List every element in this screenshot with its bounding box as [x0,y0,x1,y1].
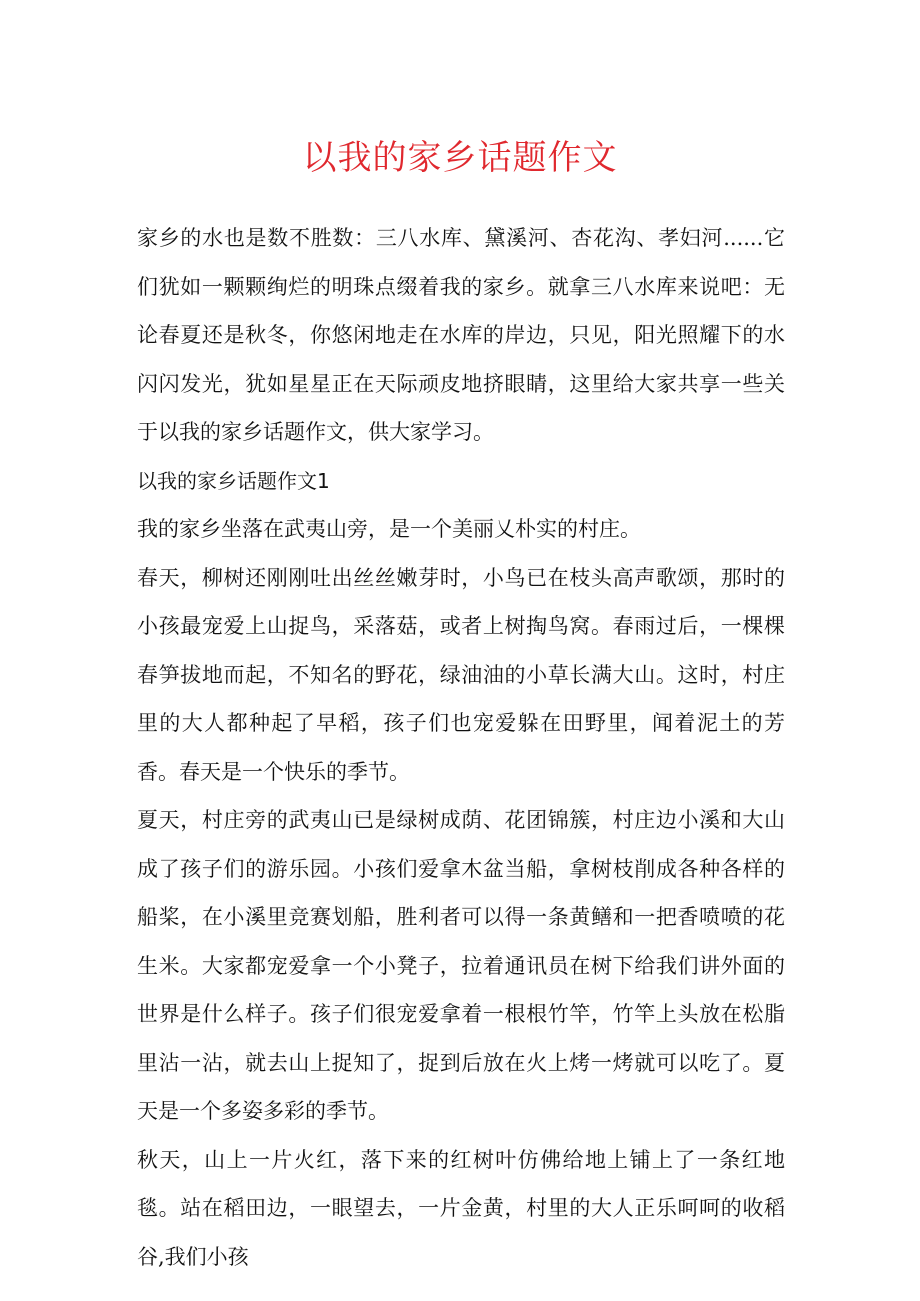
document-body [137,214,785,1281]
paragraph-summer: 夏天，村庄旁的武夷山已是绿树成荫、花团锦簇，村庄边小溪和大山成了孩子们的游乐园。小孩们爱拿木盆当船，拿树枝削成各种各样的船桨，在小溪里竞赛划船，胜利者可以得一条黄鳝和一把香喷喷的花生米。大家都宠爱拿一个小凳子，拉着通讯员在树下给我们讲外面的世界是什么样子。孩子们很宠爱拿着一根根竹竿，竹竿上头放在松脂里沾一沾，就去山上捉知了，捉到后放在火上烤一烤就可以吃了。夏天是一个多姿多彩的季节。 [137,808,785,1123]
page-title: 以我的家乡话题作文 [302,138,618,178]
section-heading: 以我的家乡话题作文1 [137,468,330,493]
paragraph-autumn: 秋天，山上一片火红，落下来的红树叶仿佛给地上铺上了一条红地毯。站在稻田边，一眼望去，一片金黄，村里的大人正乐呵呵的收稻谷,我们小孩 [137,1147,785,1269]
paragraph-location: 我的家乡坐落在武夷山旁，是一个美丽乂朴实的村庄。 [137,517,641,541]
intro-paragraph: 家乡的水也是数不胜数：三八水库、黛溪河、杏花沟、孝妇河......它们犹如一颗颗绚烂的明珠点缀着我的家乡。就拿三八水库来说吧：无论春夏还是秋冬，你悠闲地走在水库的岸边，只见，阳光照耀下的水闪闪发光，犹如星星正在天际顽皮地挤眼睛，这里给大家共享一些关于以我的家乡话题作文，供大家学习。 [137,226,785,444]
paragraph-spring: 春天，柳树还刚刚吐出丝丝嫩芽时，小鸟已在枝头高声歌颂，那时的小孩最宠爱上山捉鸟，采落菇，或者上树掏鸟窝。春雨过后，一棵棵春笋拔地而起，不知名的野花，绿油油的小草长满大山。这时，村庄里的大人都种起了早稻，孩子们也宠爱躲在田野里，闻着泥土的芳香。春天是一个快乐的季节。 [137,565,785,784]
